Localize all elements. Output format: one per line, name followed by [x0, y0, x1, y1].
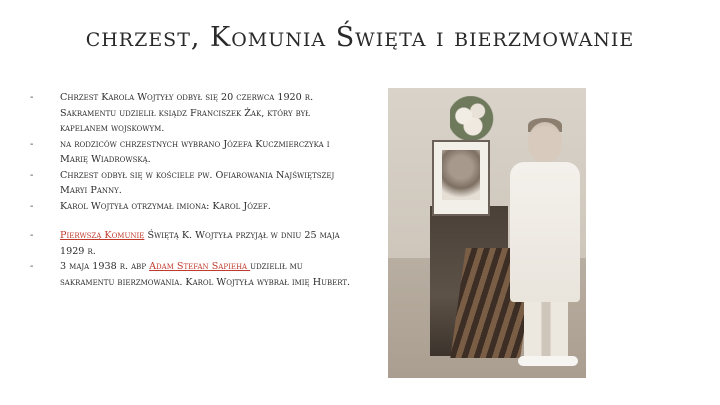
bullet-dash: - [30, 92, 34, 103]
photo-boy-shoes [518, 356, 578, 366]
bullet-text-pre: 3 maja 1938 r. abp [60, 261, 150, 272]
photo-framed-picture [432, 140, 490, 216]
photo-boy-body [510, 162, 580, 302]
bullet-dash: - [30, 230, 34, 241]
bullet-text: na rodziców chrzestnych wybrano Józefa Kuczmierczyka i Marię Wiadrowską. [60, 138, 330, 165]
page-title: chrzest, Komunia Święta i bierzmowanie [85, 22, 635, 53]
bullet-dash: - [30, 169, 34, 181]
bullet-dash: - [30, 261, 34, 272]
bullet-text: udzielił mu sakramentu bierzmowania. Karol Wojtyła wybrał imię Hubert. [60, 261, 351, 288]
bullet-text: Świętą K. Wojtyła przyjął w dniu 25 maja 1929 r. [60, 230, 340, 257]
bullet-dash: - [30, 138, 34, 150]
bullet-text: Karol Wojtyła otrzymał imiona: Karol Józef. [60, 200, 271, 212]
list-item [30, 90, 360, 137]
photo-boy-head [528, 122, 562, 162]
bullet-text: Chrzest Karola Wojtyły odbył się 20 czerwca 1920 r. Sakramentu udzielił ksiądz Franciszek Żak, który był kapelanem wojskowym. [60, 92, 314, 134]
list-item [30, 228, 360, 259]
list-item [30, 137, 360, 168]
spacer [30, 214, 360, 228]
photo-flowers [450, 96, 496, 146]
bullet-text: Chrzest odbył się w kościele pw. Ofiarowania Najświętszej Maryi Panny. [60, 169, 335, 196]
communion-photo [388, 88, 586, 378]
sapieha-link[interactable]: Adam Stefan Sapieha [149, 261, 251, 272]
list-item [30, 259, 360, 290]
framed-image [442, 150, 480, 200]
bullet-dash: - [30, 200, 34, 212]
communion-link[interactable]: Pierwszą Komunię [60, 230, 145, 241]
bullet-list [30, 90, 360, 290]
list-item [30, 199, 360, 215]
list-item [30, 168, 360, 199]
photo-boy-legs [524, 302, 568, 364]
